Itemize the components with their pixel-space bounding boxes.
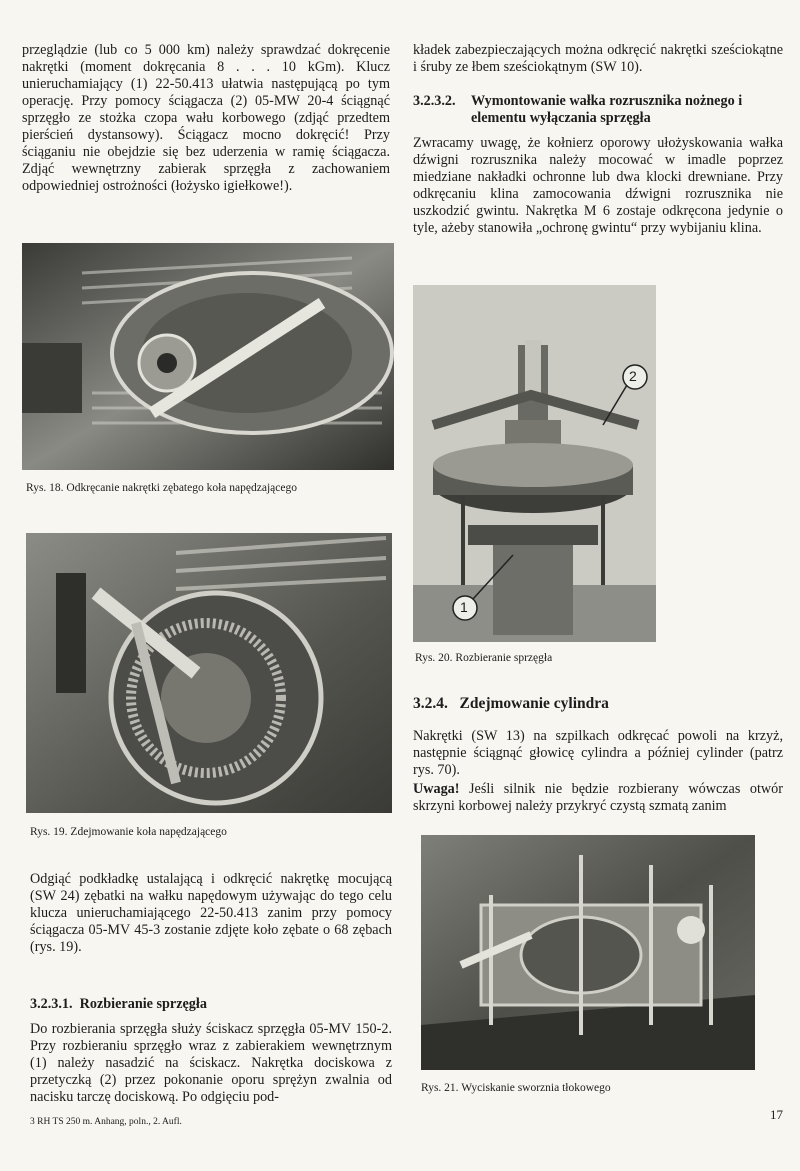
right-paragraph-2: Zwracamy uwagę, że kołnierz oporowy ułożyskowania wałka dźwigni rozrusznika należy mocować w imadle poprzez miedziane nakładki ochronne lub dwa klocki drewniane. Przy odkręcaniu klina zamocowania dźwigni rozrusznika nie uszkodzić gwintu. Nakrętka M 6 zostaje odkręcona jedynie o tyle, ażeby stanowiła „ochronę gwintu“ przy wybijaniu klina. xyxy=(413,135,783,236)
section-3232-number: 3.2.3.2. xyxy=(413,93,456,109)
section-3232-title: Wymontowanie wałka rozrusznika nożnego i elementu wyłączania sprzęgła xyxy=(471,93,743,126)
uwaga-label: Uwaga! xyxy=(413,781,460,797)
section-3231-heading xyxy=(30,996,207,1013)
figure-20-caption: Rys. 20. Rozbieranie sprzęgła xyxy=(415,652,553,664)
figure-19-photo xyxy=(26,533,392,813)
left-paragraph-3: Do rozbierania sprzęgła służy ściskacz sprzęgła 05-MV 150-2. Przy rozbieraniu sprzęgło wraz z zabierakiem wewnętrznym (1) należy nasadzić na ściskacz. Nakrętka dociskowa z przetyczką (2) przez pokonanie oporu sprężyn zwalnia od nacisku tarczę dociskową. Po odgięciu pod- xyxy=(30,1021,392,1105)
uwaga-text: Jeśli silnik nie będzie rozbierany wówczas otwór skrzyni korbowej należy przykryć czystą szmatą zanim xyxy=(413,781,783,814)
figure-20-label-2: 2 xyxy=(629,368,637,384)
figure-21-caption: Rys. 21. Wyciskanie sworznia tłokowego xyxy=(421,1082,611,1094)
right-paragraph-3: Nakrętki (SW 13) na szpilkach odkręcać powoli na krzyż, następnie ściągnąć głowicę cylindra a później cylinder (patrz rys. 70). xyxy=(413,728,783,778)
section-324-title: Zdejmowanie cylindra xyxy=(459,695,609,712)
figure-20-photo xyxy=(413,285,656,642)
left-paragraph-2: Odgiąć podkładkę ustalającą i odkręcić nakrętkę mocującą (SW 24) zębatki na wałku napędowym używając do tego celu klucza unieruchamiającego 22-50.413 zanim przy pomocy ściągacza 05-MV 45-3 zostanie zdjęte koło zębate o 68 zębach (rys. 19). xyxy=(30,871,392,955)
figure-21-photo xyxy=(421,835,755,1070)
figure-18-caption: Rys. 18. Odkręcanie nakrętki zębatego koła napędzającego xyxy=(26,482,297,494)
page-number: 17 xyxy=(770,1107,783,1122)
section-324-heading xyxy=(413,695,609,713)
section-324-number: 3.2.4. xyxy=(413,695,448,712)
section-3231-number: 3.2.3.1. xyxy=(30,996,73,1012)
right-paragraph-1: kładek zabezpieczających można odkręcić nakrętki sześciokątne i śruby ze łbem sześciokątnym (SW 10). xyxy=(413,42,783,75)
section-3232-heading xyxy=(413,93,783,127)
left-paragraph-1: przeglądzie (lub co 5 000 km) należy sprawdzać dokręcenie nakrętki (moment dokręcania 8 . . . 10 kGm). Klucz unieruchamiający (1) 22-50.413 ułatwia następującą po tym operację. Przy pomocy ściągacza (2) 05-MW 20-4 ściągnąć sprzęgło ze stożka czopa wału korbowego (zdjąć przedtem pierścień dystansowy). Ściągacz mocno dokręcić! Przy ściąganiu nie obejdzie się bez uderzenia w ramię ściągacza. Zdjąć wewnętrzny zabierak sprzęgła z zachowaniem odpowiedniej ostrożności (łożysko igiełkowe!). xyxy=(22,42,390,194)
figure-20-label-1: 1 xyxy=(460,599,468,615)
page-footer: 3 RH TS 250 m. Anhang, poln., 2. Aufl. xyxy=(30,1117,182,1127)
figure-18-photo xyxy=(22,243,394,470)
figure-19-caption: Rys. 19. Zdejmowanie koła napędzającego xyxy=(30,826,227,838)
right-paragraph-4 xyxy=(413,781,783,815)
section-3231-title: Rozbieranie sprzęgła xyxy=(79,996,207,1012)
